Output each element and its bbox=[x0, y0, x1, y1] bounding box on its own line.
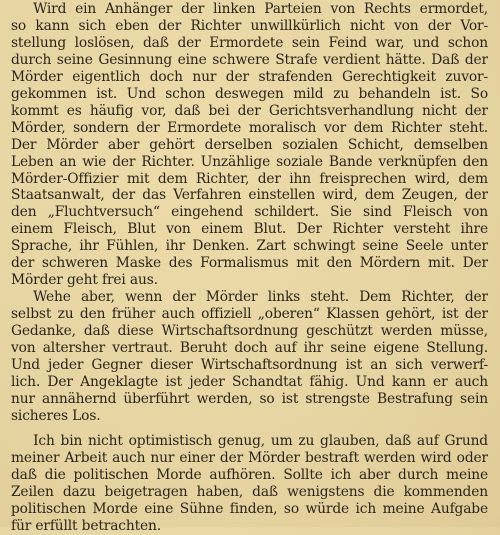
text-line: Leben an wie der Richter. Unzählige soziale Bande verknüpfen den bbox=[11, 153, 488, 170]
text-line: gekommen ist. Und schon deswegen mild zu behandeln ist. So bbox=[11, 85, 488, 102]
text-line: selbst zu den früher auch offiziell „oberen“ Klassen gehört, ist der bbox=[11, 306, 488, 323]
text-line: sicheres Los. bbox=[11, 407, 101, 424]
text-line: Der Mörder aber gehört derselben sozialen Schicht, demselben bbox=[11, 136, 488, 153]
text-line: Gedanke, daß diese Wirtschaftsordnung geschützt werden müsse, bbox=[11, 323, 488, 340]
text-line: durch seine Gesinnung eine schwere Strafe verdient hätte. Daß der bbox=[11, 51, 488, 68]
text-line: für erfüllt betrachten. bbox=[11, 517, 161, 534]
text-line: von altersher vertraut. Beruht doch auf ihr seine eigene Stellung. bbox=[11, 340, 488, 357]
text-line: Mörder geht frei aus. bbox=[11, 272, 158, 289]
text-line: der schweren Maske des Formalismus mit den Mördern mit. Der bbox=[11, 255, 488, 272]
text-line: Staatsanwalt, der das Verfahren einstellen wird, dem Zeugen, der bbox=[11, 187, 488, 204]
text-line: einem Fleisch, Blut von einem Blut. Der Richter versteht ihre bbox=[11, 221, 488, 238]
text-line: meiner Arbeit auch nur einer der Mörder bestraft werden wird oder bbox=[11, 449, 488, 466]
text-line: Ich bin nicht optimistisch genug, um zu glauben, daß auf Grund bbox=[33, 432, 488, 449]
text-line: lich. Der Angeklagte ist jeder Schandtat fähig. Und kann er auch bbox=[11, 373, 488, 390]
paragraph-1 bbox=[11, 1, 488, 289]
text-line: Zeilen dazu beigetragen haben, daß wenigstens die kommenden bbox=[11, 483, 488, 500]
text-line: Sprache, ihr Fühlen, ihr Denken. Zart schwingt seine Seele unter bbox=[11, 238, 488, 255]
text-line: Wird ein Anhänger der linken Parteien von Rechts ermordet, bbox=[33, 1, 488, 17]
paragraph-spacing bbox=[11, 425, 488, 433]
text-line: nur annähernd überführt werden, so ist strengste Bestrafung sein bbox=[11, 390, 488, 407]
text-line: Wehe aber, wenn der Mörder links steht. Dem Richter, der bbox=[33, 289, 488, 306]
text-line: stellung loslösen, daß der Ermordete sein Feind war, und schon bbox=[11, 34, 488, 51]
text-line: kommt es häufig vor, daß bei der Gerichtsverhandlung nicht der bbox=[11, 102, 488, 119]
paragraph-2 bbox=[11, 289, 488, 425]
text-line: politischen Morde eine Sühne finden, so würde ich meine Aufgabe bbox=[11, 500, 488, 517]
text-line: Mörder-Offizier mit dem Richter, der ihn freisprechen wird, dem bbox=[11, 170, 488, 187]
paragraph-3 bbox=[11, 433, 488, 535]
text-line: daß die politischen Morde aufhören. Sollte ich aber durch meine bbox=[11, 466, 488, 483]
text-line: Mörder eigentlich doch nur der strafenden Gerechtigkeit zuvor- bbox=[11, 68, 488, 85]
text-line: Und jeder Gegner dieser Wirtschaftsordnung ist an sich verwerf- bbox=[11, 357, 488, 374]
text-line: so kann sich eben der Richter unwillkürlich nicht von der Vor- bbox=[11, 17, 488, 34]
text-line: Mörder, sondern der Ermordete moralisch vor dem Richter steht. bbox=[11, 119, 488, 136]
text-line: den „Fluchtversuch“ eingehend schildert. Sie sind Fleisch von bbox=[11, 204, 488, 221]
